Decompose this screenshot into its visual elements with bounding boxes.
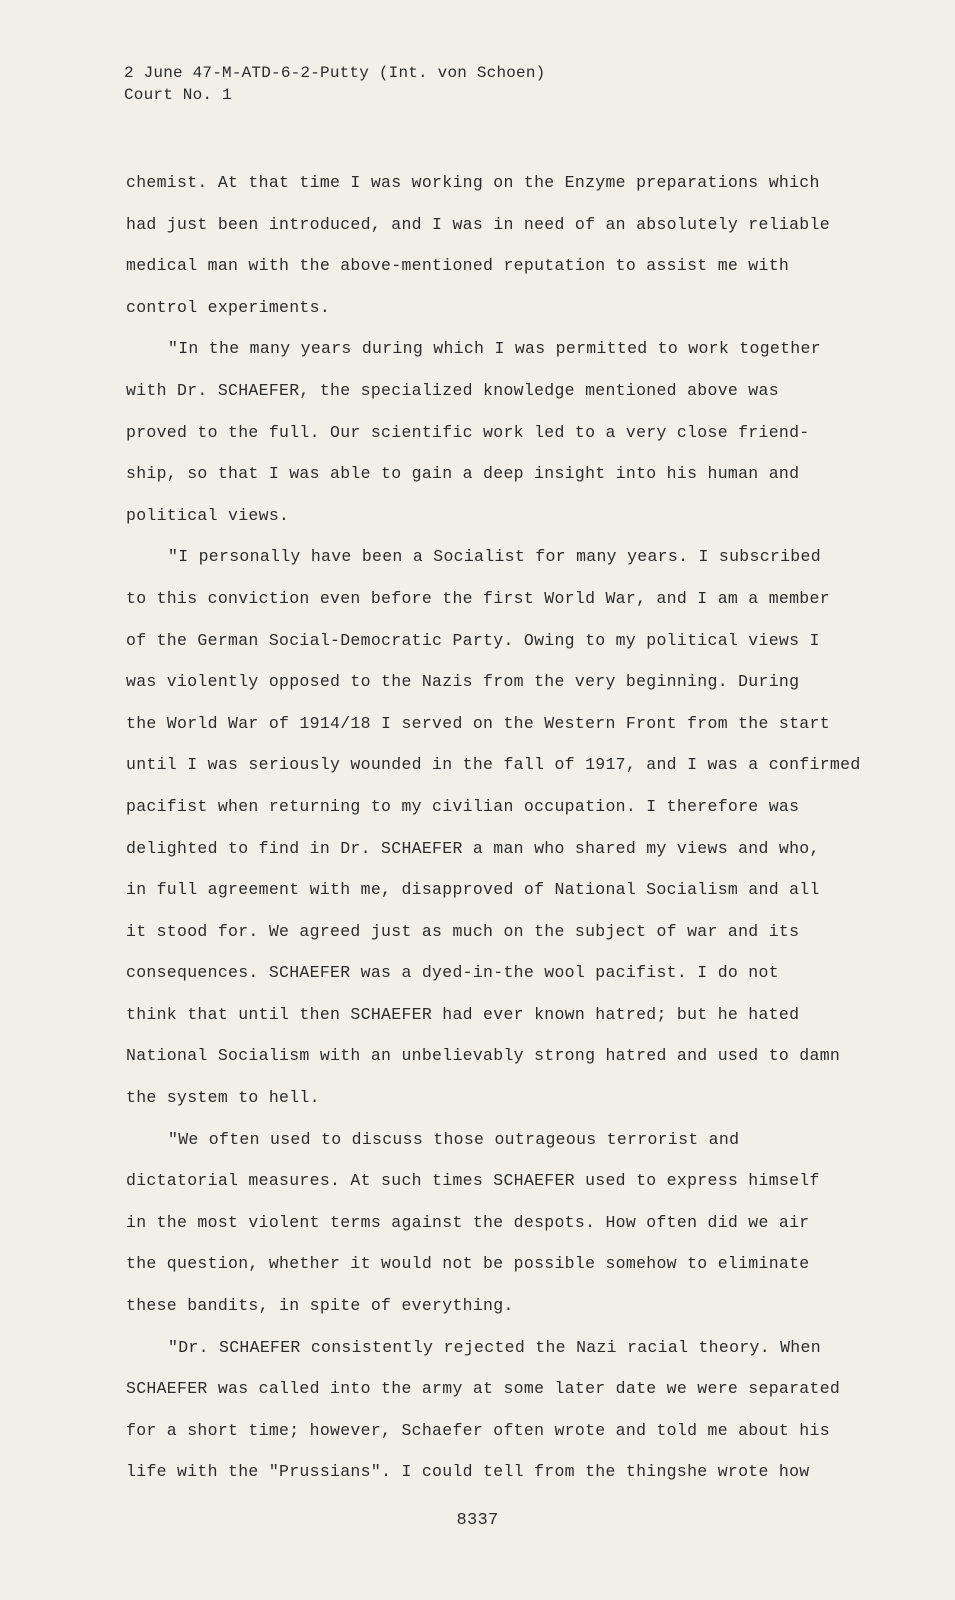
text-line: control experiments. [126,297,331,317]
text-line: medical man with the above-mentioned reputation to assist me with [126,256,790,276]
text-line: dictatorial measures. At such times SCHAEFER used to express himself [126,1171,820,1191]
text-line: these bandits, in spite of everything. [126,1296,514,1316]
text-line: had just been introduced, and I was in need of an absolutely reliable [126,214,830,234]
testimony-body [126,162,896,1493]
document-header [124,62,545,106]
header-reference-line: 2 June 47-M-ATD-6-2-Putty (Int. von Schoen) [124,64,546,82]
text-line: "Dr. SCHAEFER consistently rejected the Nazi racial theory. When [168,1337,821,1357]
text-line: SCHAEFER was called into the army at some later date we were separated [126,1379,841,1399]
text-line: "We often used to discuss those outrageous terrorist and [168,1129,740,1149]
text-line: until I was seriously wounded in the fall of 1917, and I was a confirmed [126,755,861,775]
text-line: consequences. SCHAEFER was a dyed-in-the wool pacifist. I do not [126,963,779,983]
header-court-line: Court No. 1 [124,86,232,104]
text-line: delighted to find in Dr. SCHAEFER a man who shared my views and who, [126,838,820,858]
text-line: life with the "Prussians". I could tell from the thingshe wrote how [126,1462,810,1482]
text-line: proved to the full. Our scientific work led to a very close friend- [126,422,810,442]
text-line: pacifist when returning to my civilian occupation. I therefore was [126,796,800,816]
text-line: political views. [126,505,290,525]
text-line: think that until then SCHAEFER had ever known hatred; but he hated [126,1004,800,1024]
text-line: for a short time; however, Schaefer often wrote and told me about his [126,1420,830,1440]
text-line: it stood for. We agreed just as much on the subject of war and its [126,921,800,941]
page-number: 8337 [456,1511,499,1530]
text-line: chemist. At that time I was working on the Enzyme preparations which [126,173,820,192]
text-line: with Dr. SCHAEFER, the specialized knowledge mentioned above was [126,380,779,400]
text-line: in full agreement with me, disapproved of National Socialism and all [126,880,820,900]
text-line: to this conviction even before the first World War, and I am a member [126,588,830,608]
text-line: "I personally have been a Socialist for many years. I subscribed [168,547,821,567]
text-line: the World War of 1914/18 I served on the Western Front from the start [126,713,830,733]
text-line: "In the many years during which I was permitted to work together [168,339,821,359]
text-line: ship, so that I was able to gain a deep insight into his human and [126,464,800,484]
text-line: of the German Social-Democratic Party. Owing to my political views I [126,630,820,650]
text-line: in the most violent terms against the despots. How often did we air [126,1212,810,1232]
text-line: was violently opposed to the Nazis from the very beginning. During [126,672,800,692]
text-line: the question, whether it would not be possible somehow to eliminate [126,1254,810,1274]
text-line: the system to hell. [126,1088,320,1108]
text-line: National Socialism with an unbelievably strong hatred and used to damn [126,1046,841,1066]
